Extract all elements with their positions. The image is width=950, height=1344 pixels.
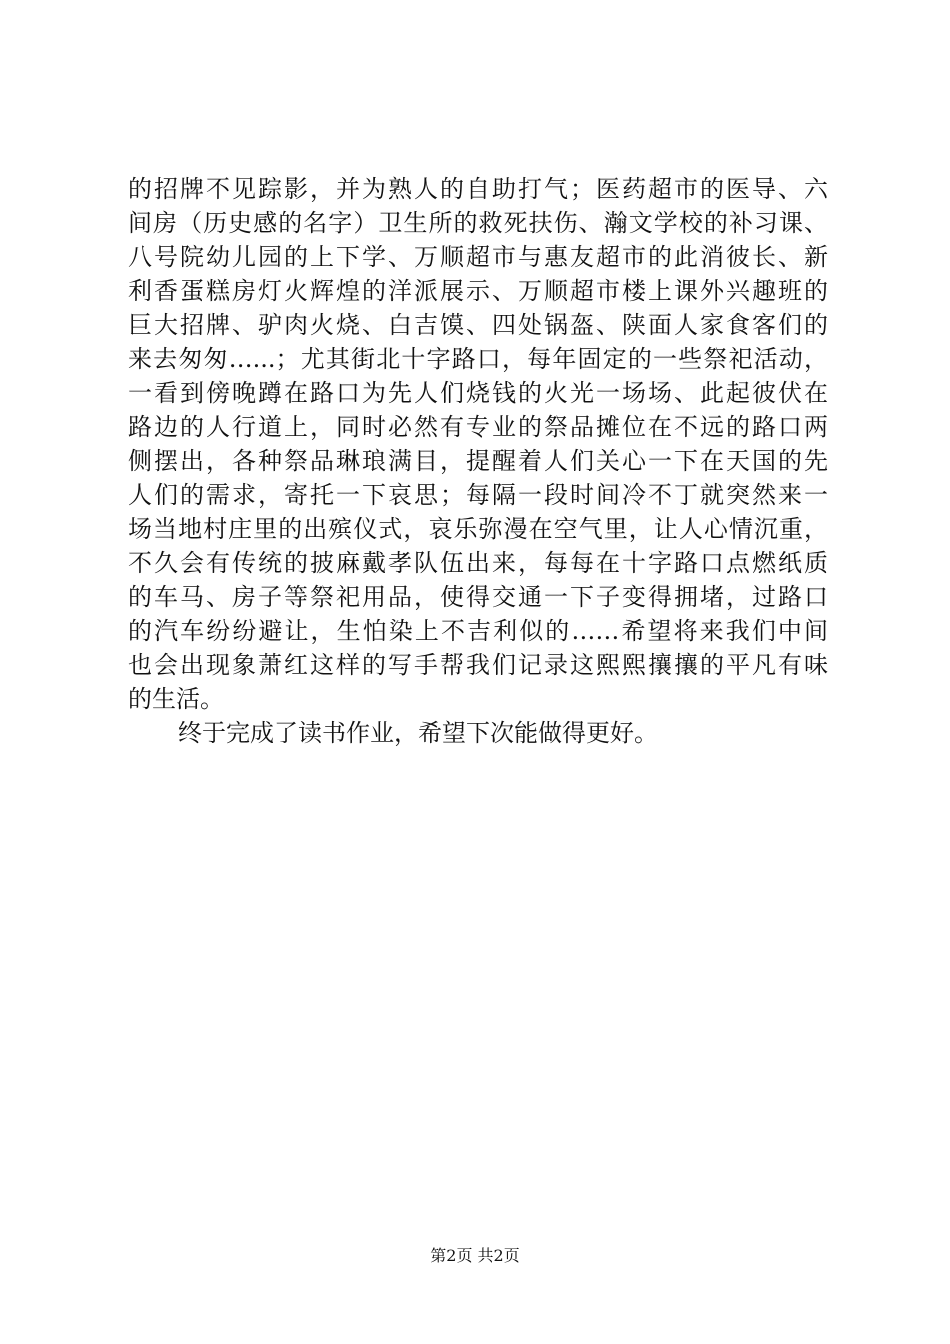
text-line-1: 的招牌不见踪影，并为熟人的自助打气；医药超市的医导、六 (128, 175, 828, 203)
text-line-16: 的生活。 (128, 685, 224, 713)
closing-paragraph: 终于完成了读书作业，希望下次能做得更好。 (178, 719, 658, 747)
body-text (128, 172, 828, 750)
text-line-9: 侧摆出，各种祭品琳琅满目，提醒着人们关心一下在天国的先 (128, 447, 828, 475)
text-line-14: 的汽车纷纷避让，生怕染上不吉利似的……希望将来我们中间 (128, 617, 828, 645)
text-line-8: 路边的人行道上，同时必然有专业的祭品摊位在不远的路口两 (128, 413, 828, 441)
text-line-5: 巨大招牌、驴肉火烧、白吉馍、四处锅盔、陕面人家食客们的 (128, 311, 828, 339)
page-footer: 第2页 共2页 (430, 1246, 520, 1265)
text-line-15: 也会出现象萧红这样的写手帮我们记录这熙熙攘攘的平凡有味 (128, 651, 828, 679)
text-line-4: 利香蛋糕房灯火辉煌的洋派展示、万顺超市楼上课外兴趣班的 (128, 277, 828, 305)
text-line-7: 一看到傍晚蹲在路口为先人们烧钱的火光一场场、此起彼伏在 (128, 379, 828, 407)
text-line-12: 不久会有传统的披麻戴孝队伍出来，每每在十字路口点燃纸质 (128, 549, 828, 577)
text-line-6: 来去匆匆…...；尤其街北十字路口，每年固定的一些祭祀活动， (128, 345, 828, 373)
text-line-3: 八号院幼儿园的上下学、万顺超市与惠友超市的此消彼长、新 (128, 243, 828, 271)
text-line-2: 间房（历史感的名字）卫生所的救死扶伤、瀚文学校的补习课、 (128, 209, 828, 237)
text-line-11: 场当地村庄里的出殡仪式，哀乐弥漫在空气里，让人心情沉重， (128, 515, 828, 543)
text-line-13: 的车马、房子等祭祀用品，使得交通一下子变得拥堵，过路口 (128, 583, 828, 611)
text-line-10: 人们的需求，寄托一下哀思；每隔一段时间冷不丁就突然来一 (128, 481, 828, 509)
